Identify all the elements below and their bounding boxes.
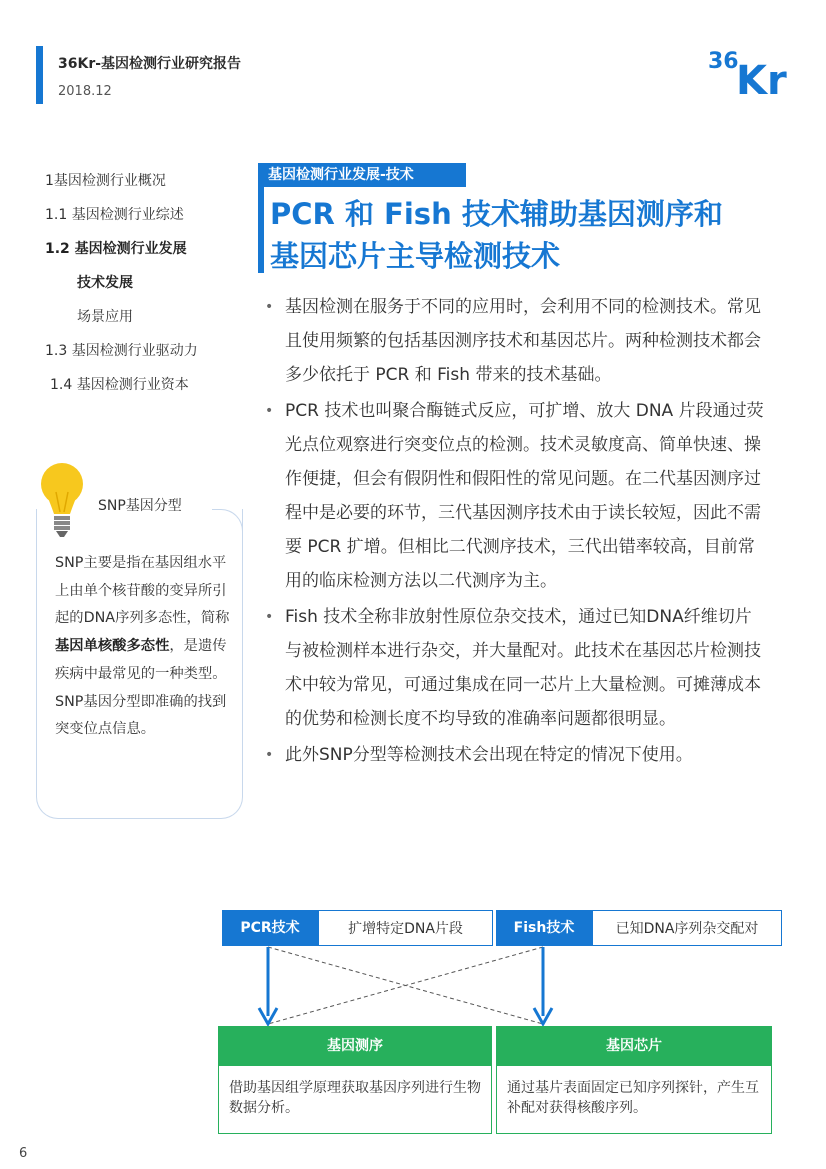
- report-title: 36Kr-基因检测行业研究报告: [58, 56, 242, 72]
- chip-description: 通过基片表面固定已知序列探针，产生互补配对获得核酸序列。: [496, 1066, 772, 1134]
- callout-title: SNP基因分型: [98, 498, 182, 514]
- toc-item[interactable]: 1基因检测行业概况: [45, 173, 166, 189]
- page-number: 6: [19, 1146, 28, 1161]
- report-date: 2018.12: [58, 84, 112, 99]
- chip-label: 基因芯片: [496, 1026, 772, 1066]
- fish-description: 已知DNA序列杂交配对: [592, 910, 782, 946]
- section-tag: 基因检测行业发展-技术: [258, 163, 466, 187]
- toc-item[interactable]: 1.4 基因检测行业资本: [50, 377, 189, 393]
- bullet-item: • 基因检测在服务于不同的应用时，会利用不同的检测技术。常见且使用频繁的包括基因测序技术和基因芯片。两种检测技术都会多少依托于 PCR 和 Fish 带来的技术基础。: [265, 290, 765, 392]
- callout-text: SNP主要是指在基因组水平上由单个核苷酸的变异所引起的DNA序列多态性，简称基因单核酸多态性，是遗传疾病中最常见的一种类型。SNP基因分型即准确的找到突变位点信息。: [55, 555, 230, 738]
- sequencing-description: 借助基因组学原理获取基因序列进行生物数据分析。: [218, 1066, 492, 1134]
- pcr-label: PCR技术: [222, 910, 318, 946]
- pcr-description: 扩增特定DNA片段: [318, 910, 493, 946]
- bullet-item: • PCR 技术也叫聚合酶链式反应，可扩增、放大 DNA 片段通过荧光点位观察进行突变位点的检测。技术灵敏度高、简单快速、操作便捷，但会有假阴性和假阳性的常见问题。在二代基因测序过程中是必要的环节，三代基因测序技术由于读长较短，因此不需要 PCR 扩增。但相比二代测序技术，三代出错率较高，目前常用的临床检测方法以二代测序为主。: [265, 394, 765, 598]
- svg-text:Kr: Kr: [736, 58, 787, 100]
- bullet-item: • 此外SNP分型等检测技术会出现在特定的情况下使用。: [265, 738, 765, 772]
- svg-text:36: 36: [708, 49, 739, 74]
- bullet-item: • Fish 技术全称非放射性原位杂交技术，通过已知DNA纤维切片与被检测样本进行杂交，并大量配对。此技术在基因芯片检测技术中较为常见，可通过集成在同一芯片上大量检测。可摊薄成本的优势和检测长度不均导致的准确率问题都很明显。: [265, 600, 765, 736]
- toc-item[interactable]: 1.1 基因检测行业综述: [45, 207, 184, 223]
- toc-subitem[interactable]: 场景应用: [77, 309, 133, 325]
- sequencing-label: 基因测序: [218, 1026, 492, 1066]
- fish-label: Fish技术: [496, 910, 592, 946]
- page-title: PCR 和 Fish 技术辅助基因测序和基因芯片主导检测技术: [270, 197, 723, 273]
- toc-item-current[interactable]: 1.2 基因检测行业发展: [45, 241, 187, 257]
- toc-subitem-current[interactable]: 技术发展: [77, 275, 133, 291]
- toc-item[interactable]: 1.3 基因检测行业驱动力: [45, 343, 198, 359]
